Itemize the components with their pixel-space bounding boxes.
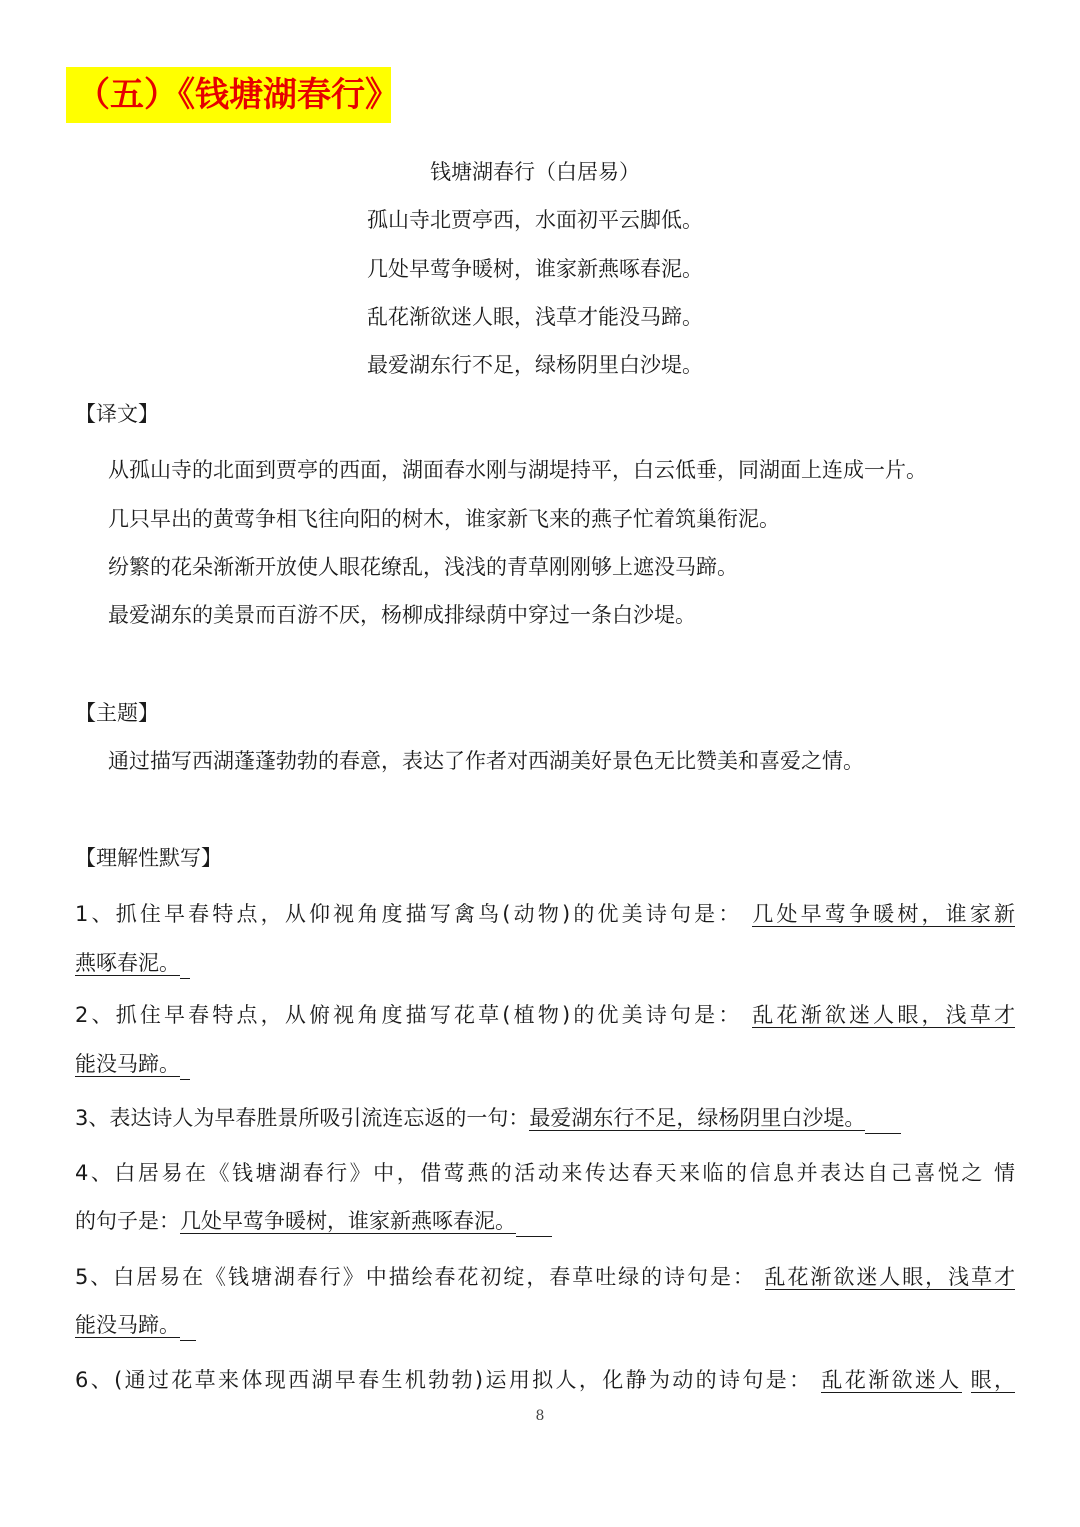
question-1-answer-cont: 燕啄春泥。 [75,951,180,975]
page-number: 8 [535,1408,545,1424]
question-1-line-2 [75,948,1015,979]
question-3-answer: 最爱湖东行不足，绿杨阴里白沙堤。 [529,1106,866,1130]
poem-line: 最爱湖东行不足，绿杨阴里白沙堤。 [367,353,703,377]
poem-line: 孤山寺北贾亭西，水面初平云脚低。 [367,208,703,232]
question-2-line-1 [75,1000,1015,1030]
question-3 [75,1103,1015,1134]
question-4-prompt-cont: 的句子是： [75,1209,180,1233]
question-2-prompt: 2、抓住早春特点，从俯视角度描写花草(植物)的优美诗句是： [75,1003,743,1027]
translation-heading: 【译文】 [75,402,159,426]
question-5-answer: 乱花渐欲迷人眼，浅草才 [764,1265,1016,1289]
question-1-answer: 几处早莺争暖树，谁家新 [752,902,1015,926]
question-1-line-1 [75,899,1015,929]
question-1-prompt: 1、抓住早春特点，从仰视角度描写禽鸟(动物)的优美诗句是： [75,902,743,926]
translation-paragraph: 纷繁的花朵渐渐开放使人眼花缭乱，浅浅的青草刚刚够上遮没马蹄。 [108,555,738,579]
question-5-prompt: 5、白居易在《钱塘湖春行》中描绘春花初绽，春草吐绿的诗句是： [75,1265,756,1289]
question-4-line-1: 4、白居易在《钱塘湖春行》中，借莺燕的活动来传达春天来临的信息并表达自己喜悦之 情 [75,1161,1015,1185]
question-2-answer-cont: 能没马蹄。 [75,1052,180,1076]
question-5-answer-cont: 能没马蹄。 [75,1313,180,1337]
question-4-answer: 几处早莺争暖树，谁家新燕啄春泥。 [180,1209,516,1233]
poem-line: 乱花渐欲迷人眼，浅草才能没马蹄。 [367,305,703,329]
theme-heading: 【主题】 [75,701,159,725]
question-2-line-2 [75,1049,1015,1080]
dictation-heading: 【理解性默写】 [75,846,222,870]
question-3-prompt: 3、表达诗人为早春胜景所吸引流连忘返的一句： [75,1106,530,1130]
theme-text: 通过描写西湖蓬蓬勃勃的春意，表达了作者对西湖美好景色无比赞美和喜爱之情。 [108,749,864,773]
poem-title: 钱塘湖春行（白居易） [430,160,640,184]
question-5-line-2 [75,1310,1015,1341]
question-2-answer: 乱花渐欲迷人眼，浅草才 [752,1003,1015,1027]
section-title: （五）《钱塘湖春行》 [66,67,391,123]
translation-paragraph: 从孤山寺的北面到贾亭的西面，湖面春水刚与湖堤持平，白云低垂，同湖面上连成一片。 [108,458,927,482]
poem-line: 几处早莺争暖树，谁家新燕啄春泥。 [367,257,703,281]
question-5-line-1 [75,1262,1015,1292]
question-6-line-1 [75,1365,1015,1395]
question-6-answer-cont: 眼， [970,1368,1015,1392]
translation-paragraph: 几只早出的黄莺争相飞往向阳的树木，谁家新飞来的燕子忙着筑巢衔泥。 [108,507,780,531]
question-6-prompt: 6、(通过花草来体现西湖早春生机勃勃)运用拟人，化静为动的诗句是： [75,1368,813,1392]
question-6-answer: 乱花渐欲迷人 [821,1368,962,1392]
translation-paragraph: 最爱湖东的美景而百游不厌，杨柳成排绿荫中穿过一条白沙堤。 [108,603,696,627]
question-4-line-2 [75,1206,1015,1237]
